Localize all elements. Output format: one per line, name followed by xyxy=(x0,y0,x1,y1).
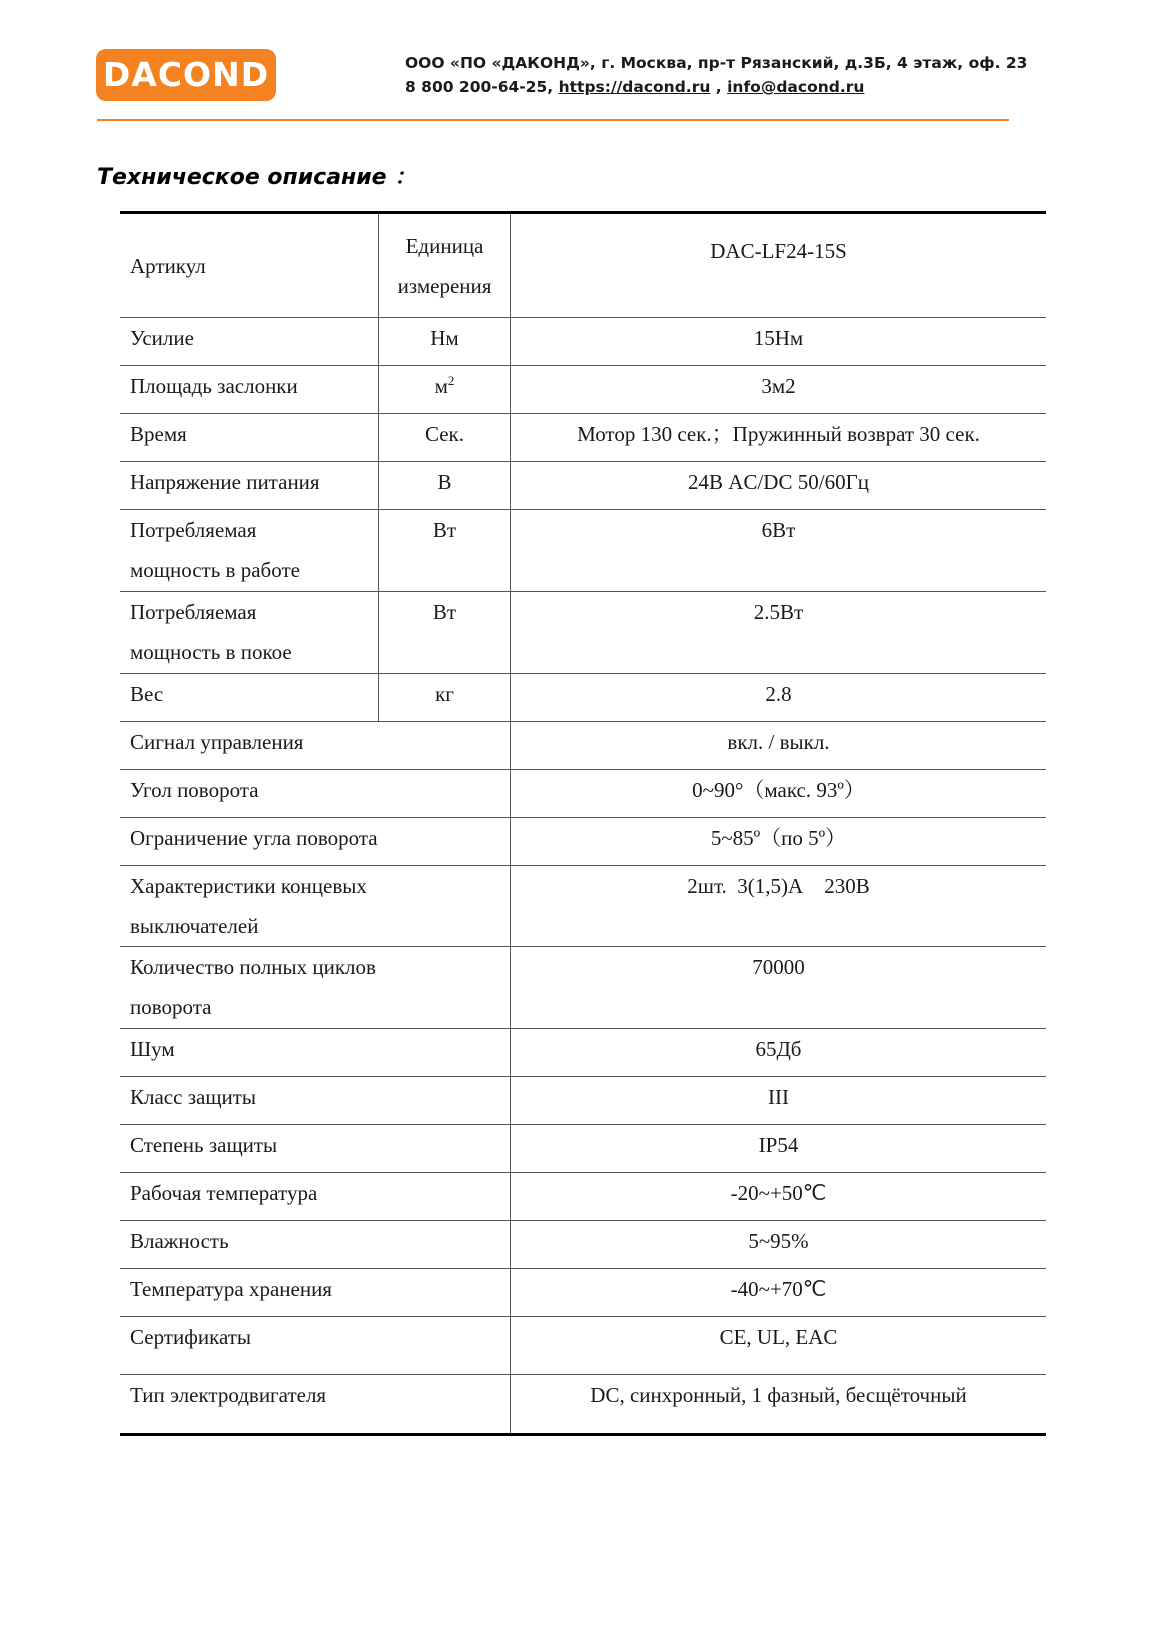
table-row xyxy=(120,1269,1046,1317)
table-row xyxy=(120,1125,1046,1173)
header-unit-line1: Единица xyxy=(405,233,484,258)
row-param: Степень защиты xyxy=(120,1125,511,1173)
header-unit xyxy=(379,213,511,318)
spec-table xyxy=(120,211,1046,1436)
row-param: Угол поворота xyxy=(120,770,511,818)
table-row xyxy=(120,818,1046,866)
row-param: Сигнал управления xyxy=(120,722,511,770)
row-value: 15Нм xyxy=(511,318,1047,366)
row-value: 6Вт xyxy=(511,510,1047,592)
row-value: CE, UL, EAC xyxy=(511,1317,1047,1375)
table-row xyxy=(120,318,1046,366)
row-param: Площадь заслонки xyxy=(120,366,379,414)
row-value: 2шт. 3(1,5)А 230В xyxy=(511,866,1047,947)
table-row xyxy=(120,947,1046,1029)
table-header-row xyxy=(120,213,1046,318)
table-row xyxy=(120,1317,1046,1375)
row-param xyxy=(120,866,511,947)
row-unit: В xyxy=(379,462,511,510)
row-unit: Сек. xyxy=(379,414,511,462)
row-value: 5~85º（по 5º） xyxy=(511,818,1047,866)
table-row xyxy=(120,462,1046,510)
unit-text: м xyxy=(434,374,448,398)
row-param: Напряжение питания xyxy=(120,462,379,510)
row-param: Температура хранения xyxy=(120,1269,511,1317)
row-value: -40~+70℃ xyxy=(511,1269,1047,1317)
company-logo: DACOND xyxy=(96,49,276,101)
row-unit: Нм xyxy=(379,318,511,366)
row-param-line2: мощность в покое xyxy=(130,640,292,664)
row-value: 3м2 xyxy=(511,366,1047,414)
contact-line xyxy=(405,75,1027,99)
row-value: 70000 xyxy=(511,947,1047,1029)
phone-number: 8 800 200-64-25, xyxy=(405,78,554,96)
row-param xyxy=(120,510,379,592)
row-value: 24В AC/DC 50/60Гц xyxy=(511,462,1047,510)
table-row xyxy=(120,592,1046,674)
header-unit-line2: измерения xyxy=(397,273,492,298)
row-value: Мотор 130 сек.；Пружинный возврат 30 сек. xyxy=(511,414,1047,462)
row-value: DC, синхронный, 1 фазный, бесщёточный xyxy=(511,1375,1047,1435)
table-row xyxy=(120,366,1046,414)
row-value: 5~95% xyxy=(511,1221,1047,1269)
row-param: Ограничение угла поворота xyxy=(120,818,511,866)
row-value: IP54 xyxy=(511,1125,1047,1173)
website-link[interactable]: https://dacond.ru xyxy=(558,78,711,96)
table-row xyxy=(120,674,1046,722)
row-param-line2: поворота xyxy=(130,995,212,1019)
table-row xyxy=(120,414,1046,462)
row-param-line1: Количество полных циклов xyxy=(130,955,376,979)
contact-block xyxy=(405,51,1027,99)
row-param: Класс защиты xyxy=(120,1077,511,1125)
row-param-line1: Характеристики концевых xyxy=(130,874,367,898)
row-param: Тип электродвигателя xyxy=(120,1375,511,1435)
row-param-line1: Потребляемая xyxy=(130,518,257,542)
row-unit: кг xyxy=(379,674,511,722)
row-param: Сертификаты xyxy=(120,1317,511,1375)
row-param: Время xyxy=(120,414,379,462)
row-value: 0~90°（макс. 93º） xyxy=(511,770,1047,818)
row-param: Рабочая температура xyxy=(120,1173,511,1221)
unit-superscript: 2 xyxy=(447,373,455,388)
table-row xyxy=(120,1375,1046,1435)
row-value: III xyxy=(511,1077,1047,1125)
row-unit xyxy=(379,366,511,414)
header-param: Артикул xyxy=(120,213,379,318)
row-value: -20~+50℃ xyxy=(511,1173,1047,1221)
contact-separator: , xyxy=(715,78,722,96)
row-param xyxy=(120,947,511,1029)
row-value: 2.8 xyxy=(511,674,1047,722)
header-divider xyxy=(97,119,1009,121)
row-param: Вес xyxy=(120,674,379,722)
table-row xyxy=(120,770,1046,818)
row-value: 65Дб xyxy=(511,1029,1047,1077)
row-param-line1: Потребляемая xyxy=(130,600,257,624)
row-param: Шум xyxy=(120,1029,511,1077)
row-param xyxy=(120,592,379,674)
row-value: 2.5Вт xyxy=(511,592,1047,674)
table-row xyxy=(120,1221,1046,1269)
row-param: Влажность xyxy=(120,1221,511,1269)
table-row xyxy=(120,1077,1046,1125)
table-row xyxy=(120,866,1046,947)
table-row xyxy=(120,510,1046,592)
row-param-line2: мощность в работе xyxy=(130,558,300,582)
table-row xyxy=(120,722,1046,770)
company-address: ООО «ПО «ДАКОНД», г. Москва, пр-т Рязанский, д.3Б, 4 этаж, оф. 23 xyxy=(405,54,1028,72)
row-unit: Вт xyxy=(379,510,511,592)
table-row xyxy=(120,1029,1046,1077)
email-link[interactable]: info@dacond.ru xyxy=(727,78,865,96)
table-row xyxy=(120,1173,1046,1221)
row-param: Усилие xyxy=(120,318,379,366)
header-value: DAC-LF24-15S xyxy=(511,213,1047,318)
row-unit: Вт xyxy=(379,592,511,674)
row-value: вкл. / выкл. xyxy=(511,722,1047,770)
section-title: Техническое описание ： xyxy=(97,165,417,190)
row-param-line2: выключателей xyxy=(130,914,259,938)
